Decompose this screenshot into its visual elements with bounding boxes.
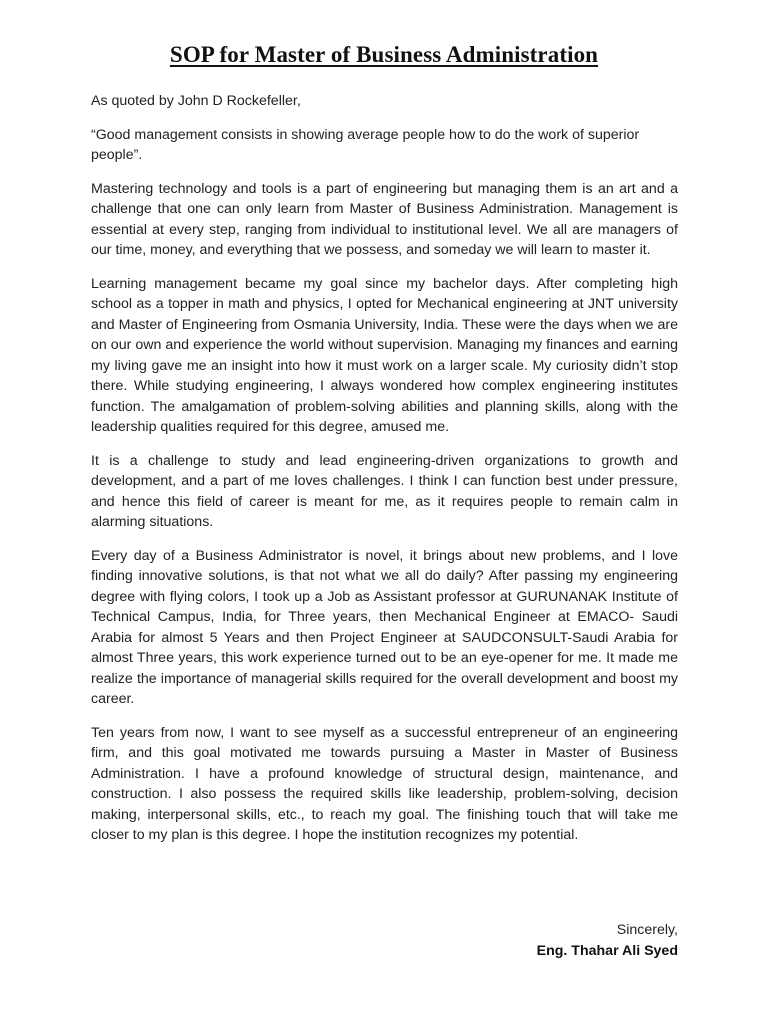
paragraph-intro: As quoted by John D Rockefeller, bbox=[91, 93, 301, 109]
paragraph-mastering-technology: Mastering technology and tools is a part of engineering but managing them is an art and a challenge that one can only learn from Master of Business Administration. Management is essential at every step, ranging from individual to institutional level. We all are managers of our time, money, and everything that we possess, and someday we will learn to master it. bbox=[91, 180, 678, 258]
signoff-block bbox=[537, 920, 678, 961]
page-title: SOP for Master of Business Administration bbox=[169, 42, 599, 67]
paragraph-work-experience: Every day of a Business Administrator is novel, it brings about new problems, and I love finding innovative solutions, is that not what we all do daily? After passing my engineering degree with flying colors, I took up a Job as Assistant professor at GURUNANAK Institute of Technical Campus, India, for Three years, then Mechanical Engineer at EMACO- Saudi Arabia for almost 5 Years and then Project Engineer at SAUDCONSULT-Saudi Arabia for almost Three years, this work experience turned out to be an eye-opener for me. It made me realize the importance of managerial skills required for the overall development and boost my career. bbox=[91, 547, 678, 707]
paragraph-challenge: It is a challenge to study and lead engineering-driven organizations to growth and development, and a part of me loves challenges. I think I can function best under pressure, and hence this field of career is meant for me, as it requires people to remain calm in alarming situations. bbox=[91, 452, 678, 530]
paragraph-future-goals: Ten years from now, I want to see myself as a successful entrepreneur of an engineering firm, and this goal motivated me towards pursuing a Master in Master of Business Administration. I have a profound knowledge of structural design, maintenance, and construction. I also possess the required skills like leadership, problem-solving, decision making, interpersonal skills, etc., to reach my goal. The finishing touch that will take me closer to my plan is this degree. I hope the institution recognizes my potential. bbox=[91, 724, 678, 843]
closing-text: Sincerely, bbox=[616, 922, 678, 938]
document-body bbox=[91, 91, 678, 859]
paragraph-quote: “Good management consists in showing average people how to do the work of superior people”. bbox=[91, 126, 640, 163]
paragraph-learning-management: Learning management became my goal since my bachelor days. After completing high school as a topper in math and physics, I opted for Mechanical engineering at JNT university and Master of Engineering from Osmania University, India. These were the days when we are on our own and experience the world without supervision. Managing my finances and earning my living gave me an insight into how it must work on a larger scale. My curiosity didn’t stop there. While studying engineering, I always wondered how complex engineering institutes function. The amalgamation of problem-solving abilities and planning skills, along with the leadership qualities required for this degree, amused me. bbox=[91, 275, 678, 435]
signature-name: Eng. Thahar Ali Syed bbox=[536, 942, 678, 959]
